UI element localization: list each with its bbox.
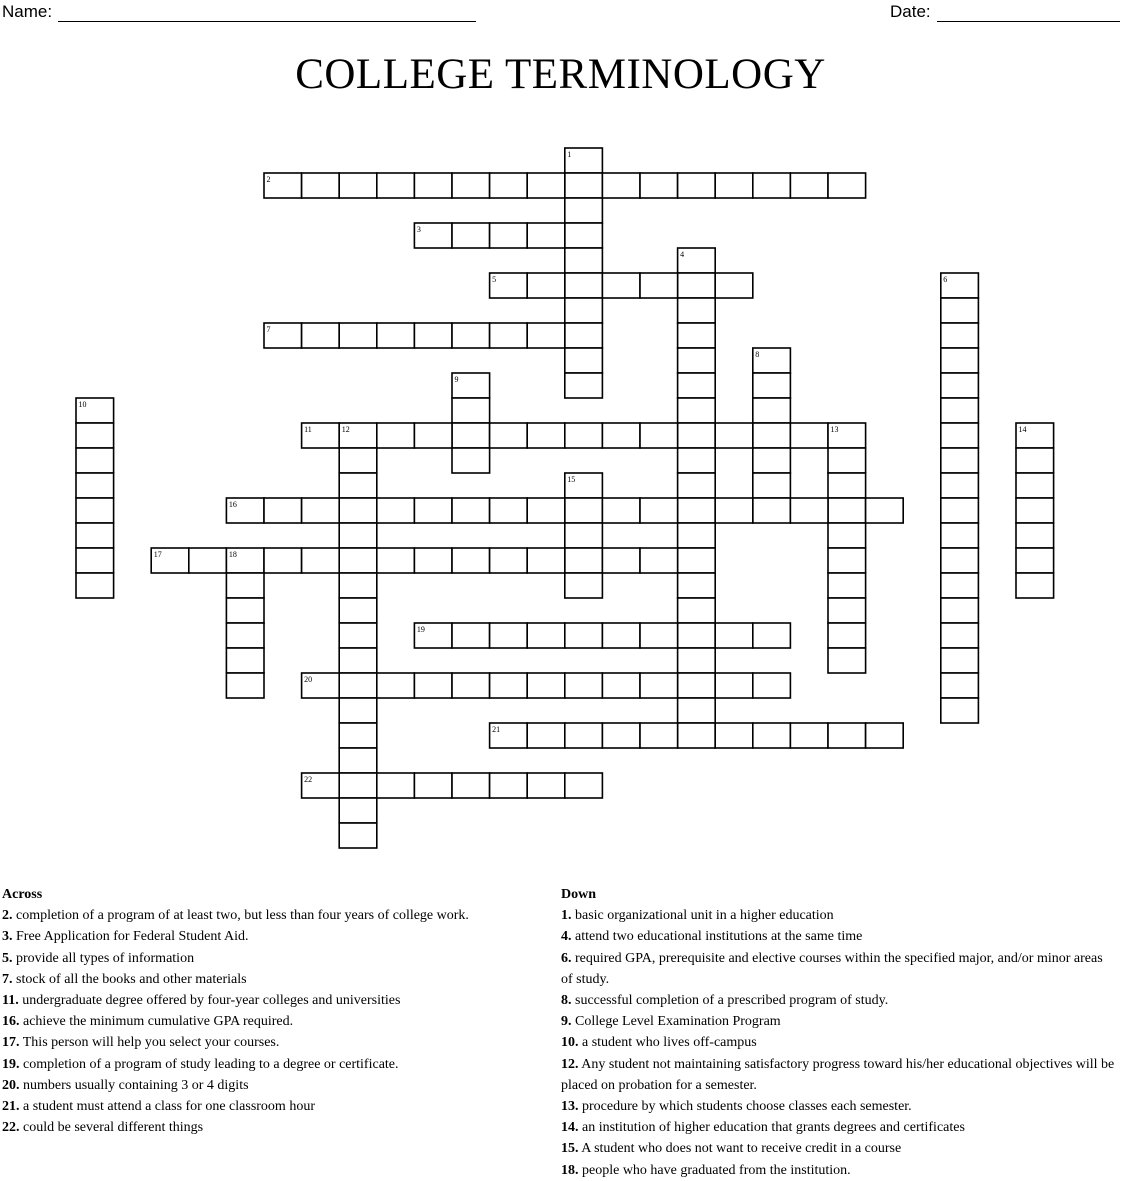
down-clue-text: procedure by which students choose classes each semester. [578, 1099, 912, 1115]
grid-cell[interactable] [226, 573, 264, 598]
cell-number: 15 [567, 475, 576, 484]
across-clue-number: 22. [2, 1120, 20, 1136]
across-clues [2, 884, 522, 1138]
across-heading: Across [2, 887, 43, 902]
grid-cell[interactable] [226, 648, 264, 673]
grid-cell[interactable] [565, 773, 603, 798]
cell-number: 21 [492, 725, 501, 734]
down-clue [561, 948, 1117, 990]
grid-cell[interactable] [339, 648, 377, 673]
grid-cell[interactable] [678, 273, 716, 298]
grid-cell[interactable] [565, 173, 603, 198]
grid-cell[interactable] [377, 773, 415, 798]
cell-number: 22 [304, 775, 313, 784]
grid-cell[interactable] [527, 273, 565, 298]
across-clue-text: This person will help you select your courses. [19, 1035, 280, 1051]
grid-cell[interactable] [828, 623, 866, 648]
cell-number: 8 [755, 350, 760, 359]
cell-number: 1 [567, 150, 572, 159]
across-clue-number: 19. [2, 1056, 20, 1072]
across-clue-number: 3. [2, 929, 13, 945]
grid-cell[interactable] [753, 623, 791, 648]
across-clue [2, 905, 522, 926]
grid-cell[interactable] [452, 323, 490, 348]
grid-cell[interactable] [189, 548, 227, 573]
cell-number: 19 [416, 625, 425, 634]
grid-cell[interactable] [753, 398, 791, 423]
grid-cell[interactable] [640, 498, 678, 523]
grid-cell[interactable] [941, 548, 979, 573]
grid-cell[interactable] [828, 548, 866, 573]
grid-cell[interactable] [527, 548, 565, 573]
grid-cell[interactable] [678, 723, 716, 748]
grid-cell[interactable] [527, 323, 565, 348]
grid-cell[interactable] [678, 473, 716, 498]
grid-cell[interactable] [339, 448, 377, 473]
grid-cell[interactable] [527, 173, 565, 198]
grid-cell[interactable] [527, 723, 565, 748]
grid-cell[interactable] [828, 598, 866, 623]
grid-cell[interactable] [715, 498, 753, 523]
page-title: COLLEGE TERMINOLOGY [295, 51, 826, 98]
grid-cell[interactable] [828, 523, 866, 548]
grid-cell[interactable] [715, 723, 753, 748]
grid-cell[interactable] [790, 723, 828, 748]
grid-cell[interactable] [678, 373, 716, 398]
grid-cell[interactable] [565, 198, 603, 223]
grid-cell[interactable] [602, 548, 640, 573]
grid-cell[interactable] [602, 623, 640, 648]
cell-number: 3 [416, 225, 421, 234]
grid-cell[interactable] [941, 373, 979, 398]
grid-cell[interactable] [565, 548, 603, 573]
grid-cell[interactable] [678, 698, 716, 723]
grid-cell[interactable] [602, 723, 640, 748]
grid-cell[interactable] [490, 498, 528, 523]
down-clue-number: 9. [561, 1014, 572, 1030]
grid-cell[interactable] [602, 273, 640, 298]
grid-cell[interactable] [339, 173, 377, 198]
grid-cell[interactable] [226, 623, 264, 648]
grid-cell[interactable] [339, 723, 377, 748]
grid-cell[interactable] [490, 673, 528, 698]
grid-cell[interactable] [490, 548, 528, 573]
grid-cell[interactable] [941, 598, 979, 623]
cell-number: 10 [78, 400, 87, 409]
grid-cell[interactable] [490, 623, 528, 648]
grid-cell[interactable] [414, 773, 452, 798]
grid-cell[interactable] [941, 673, 979, 698]
across-clue [2, 1117, 522, 1138]
grid-cell[interactable] [715, 423, 753, 448]
grid-cell[interactable] [226, 598, 264, 623]
grid-cell[interactable] [565, 323, 603, 348]
across-clue-text: could be several different things [19, 1120, 204, 1136]
grid-cell[interactable] [452, 423, 490, 448]
grid-cell[interactable] [565, 223, 603, 248]
grid-cell[interactable] [790, 498, 828, 523]
grid-cell[interactable] [414, 673, 452, 698]
across-clue [2, 1011, 522, 1032]
down-clue-text: people who have graduated from the institution. [578, 1162, 851, 1178]
grid-cell[interactable] [414, 423, 452, 448]
grid-cell[interactable] [790, 173, 828, 198]
grid-cell[interactable] [941, 648, 979, 673]
grid-cell[interactable] [678, 398, 716, 423]
down-clue [561, 1117, 1117, 1138]
grid-cell[interactable] [753, 173, 791, 198]
across-clue-list [2, 905, 522, 1138]
grid-cell[interactable] [753, 673, 791, 698]
grid-cell[interactable] [678, 298, 716, 323]
grid-cell[interactable] [339, 598, 377, 623]
across-clue-number: 16. [2, 1014, 20, 1030]
grid-cell[interactable] [339, 498, 377, 523]
grid-cell[interactable] [527, 223, 565, 248]
down-clue-list [561, 905, 1117, 1181]
cell-number: 16 [228, 500, 237, 509]
grid-cell[interactable] [452, 623, 490, 648]
down-clue-text: required GPA, prerequisite and elective courses within the specified major, and/or minor areas of study. [561, 950, 1103, 987]
grid-cell[interactable] [753, 423, 791, 448]
grid-cell[interactable] [602, 673, 640, 698]
grid-cell[interactable] [377, 423, 415, 448]
grid-cell[interactable] [302, 498, 340, 523]
grid-cell[interactable] [828, 573, 866, 598]
across-clue [2, 1075, 522, 1096]
cell-number: 12 [341, 425, 350, 434]
down-clue-number: 13. [561, 1099, 579, 1115]
across-clue-number: 21. [2, 1099, 20, 1115]
grid-cell[interactable] [452, 498, 490, 523]
grid-cell[interactable] [76, 473, 114, 498]
grid-cell[interactable] [339, 673, 377, 698]
grid-cell[interactable] [377, 548, 415, 573]
grid-cell[interactable] [339, 548, 377, 573]
grid-cell[interactable] [490, 773, 528, 798]
down-clue-text: attend two educational institutions at the same time [571, 929, 863, 945]
grid-cell[interactable] [452, 173, 490, 198]
grid-cell[interactable] [339, 798, 377, 823]
grid-cell[interactable] [414, 498, 452, 523]
grid-cell[interactable] [76, 423, 114, 448]
grid-cell[interactable] [1016, 573, 1054, 598]
grid-cell[interactable] [715, 673, 753, 698]
cell-number: 4 [680, 250, 685, 259]
grid-cell[interactable] [678, 548, 716, 573]
grid-cell[interactable] [377, 323, 415, 348]
grid-cell[interactable] [490, 173, 528, 198]
grid-cell[interactable] [678, 648, 716, 673]
grid-cell[interactable] [377, 173, 415, 198]
grid-cell[interactable] [640, 673, 678, 698]
cell-number: 6 [943, 275, 948, 284]
across-clue [2, 1096, 522, 1117]
grid-cell[interactable] [753, 498, 791, 523]
grid-cell[interactable] [339, 823, 377, 848]
grid-cell[interactable] [678, 448, 716, 473]
grid-cell[interactable] [565, 423, 603, 448]
grid-cell[interactable] [565, 623, 603, 648]
grid-cell[interactable] [339, 623, 377, 648]
grid-cell[interactable] [565, 573, 603, 598]
across-clue [2, 990, 522, 1011]
grid-cell[interactable] [753, 473, 791, 498]
across-clue-number: 11. [2, 993, 19, 1009]
grid-cell[interactable] [452, 548, 490, 573]
grid-cell[interactable] [640, 173, 678, 198]
across-clue [2, 969, 522, 990]
across-clue-text: completion of a program of at least two, but less than four years of college work. [12, 908, 469, 924]
grid-cell[interactable] [941, 298, 979, 323]
grid-cell[interactable] [678, 423, 716, 448]
grid-cell[interactable] [490, 323, 528, 348]
grid-cell[interactable] [339, 323, 377, 348]
grid-cell[interactable] [941, 323, 979, 348]
grid-cell[interactable] [565, 348, 603, 373]
grid-cell[interactable] [452, 223, 490, 248]
grid-cell[interactable] [640, 623, 678, 648]
grid-cell[interactable] [565, 248, 603, 273]
grid-cell[interactable] [640, 723, 678, 748]
grid-cell[interactable] [302, 323, 340, 348]
grid-cell[interactable] [678, 323, 716, 348]
grid-cell[interactable] [828, 723, 866, 748]
grid-cell[interactable] [866, 723, 904, 748]
grid-cell[interactable] [565, 373, 603, 398]
across-clue-text: completion of a program of study leading to a degree or certificate. [19, 1056, 399, 1072]
grid-cell[interactable] [490, 423, 528, 448]
grid-cell[interactable] [339, 748, 377, 773]
down-clue [561, 1160, 1117, 1181]
across-clue-number: 5. [2, 950, 13, 966]
down-clue-number: 8. [561, 993, 572, 1009]
grid-cell[interactable] [452, 398, 490, 423]
down-clue-number: 12. [561, 1056, 579, 1072]
grid-cell[interactable] [640, 423, 678, 448]
grid-cell[interactable] [828, 498, 866, 523]
grid-cell[interactable] [941, 348, 979, 373]
grid-cell[interactable] [640, 273, 678, 298]
across-clue-number: 20. [2, 1077, 20, 1093]
name-label: Name: [2, 2, 53, 21]
grid-cell[interactable] [941, 698, 979, 723]
grid-cell[interactable] [678, 598, 716, 623]
grid-cell[interactable] [678, 523, 716, 548]
grid-cell[interactable] [226, 673, 264, 698]
cell-number: 18 [228, 550, 237, 559]
grid-cell[interactable] [941, 573, 979, 598]
down-clue-text: a student who lives off-campus [578, 1035, 757, 1051]
grid-cell[interactable] [264, 498, 302, 523]
down-clue [561, 1096, 1117, 1117]
across-clue [2, 1032, 522, 1053]
grid-cell[interactable] [76, 573, 114, 598]
grid-cell[interactable] [339, 773, 377, 798]
grid-cell[interactable] [339, 473, 377, 498]
grid-cell[interactable] [678, 173, 716, 198]
across-clue-text: a student must attend a class for one classroom hour [19, 1099, 315, 1115]
grid-cell[interactable] [1016, 448, 1054, 473]
grid-cell[interactable] [339, 523, 377, 548]
grid-cell[interactable] [377, 673, 415, 698]
cell-number: 11 [304, 425, 312, 434]
across-clue-text: Free Application for Federal Student Aid. [12, 929, 249, 945]
grid-cell[interactable] [828, 473, 866, 498]
grid-cell[interactable] [1016, 473, 1054, 498]
down-clue [561, 990, 1117, 1011]
grid-cell[interactable] [76, 448, 114, 473]
down-clue [561, 1138, 1117, 1159]
down-clue-text: Any student not maintaining satisfactory progress toward his/her educational objectives will be placed on probation for a semester. [561, 1056, 1115, 1093]
grid-cell[interactable] [828, 448, 866, 473]
grid-cell[interactable] [828, 648, 866, 673]
grid-cell[interactable] [302, 173, 340, 198]
grid-cell[interactable] [264, 548, 302, 573]
grid-cell[interactable] [527, 498, 565, 523]
grid-cell[interactable] [527, 673, 565, 698]
cell-number: 2 [266, 175, 271, 184]
grid-cell[interactable] [941, 423, 979, 448]
down-clue-text: College Level Examination Program [571, 1014, 781, 1030]
down-clue-number: 10. [561, 1035, 579, 1051]
down-clue-number: 6. [561, 950, 572, 966]
across-clue-text: achieve the minimum cumulative GPA required. [19, 1014, 294, 1030]
cell-number: 13 [830, 425, 839, 434]
grid-cell[interactable] [76, 498, 114, 523]
grid-cell[interactable] [678, 673, 716, 698]
grid-cell[interactable] [790, 423, 828, 448]
grid-cell[interactable] [941, 473, 979, 498]
grid-cell[interactable] [565, 498, 603, 523]
down-clue [561, 1011, 1117, 1032]
down-clue [561, 1032, 1117, 1053]
grid-cell[interactable] [452, 773, 490, 798]
grid-cell[interactable] [1016, 498, 1054, 523]
down-clue-text: basic organizational unit in a higher education [571, 908, 834, 924]
cell-number: 5 [492, 275, 497, 284]
down-clue-number: 1. [561, 908, 572, 924]
grid-cell[interactable] [1016, 548, 1054, 573]
grid-cell[interactable] [490, 223, 528, 248]
grid-cell[interactable] [1016, 523, 1054, 548]
down-clue-number: 15. [561, 1141, 579, 1157]
grid-cell[interactable] [565, 298, 603, 323]
down-clue-number: 18. [561, 1162, 579, 1178]
grid-cell[interactable] [76, 523, 114, 548]
down-clue [561, 926, 1117, 947]
grid-cell[interactable] [602, 173, 640, 198]
down-clue [561, 1054, 1117, 1096]
grid-cell[interactable] [941, 398, 979, 423]
grid-cell[interactable] [302, 548, 340, 573]
grid-cell[interactable] [640, 548, 678, 573]
grid-cell[interactable] [941, 498, 979, 523]
grid-cell[interactable] [715, 623, 753, 648]
across-clue [2, 948, 522, 969]
grid-cell[interactable] [565, 723, 603, 748]
down-clue-number: 4. [561, 929, 572, 945]
grid-cell[interactable] [377, 498, 415, 523]
grid-cell[interactable] [715, 273, 753, 298]
grid-cell[interactable] [565, 673, 603, 698]
grid-cell[interactable] [866, 498, 904, 523]
across-clue-number: 2. [2, 908, 13, 924]
across-clue [2, 1054, 522, 1075]
down-clues [561, 884, 1117, 1181]
grid-cell[interactable] [339, 698, 377, 723]
grid-cell[interactable] [414, 548, 452, 573]
grid-cell[interactable] [565, 523, 603, 548]
across-clue-text: numbers usually containing 3 or 4 digits [19, 1077, 249, 1093]
grid-cell[interactable] [753, 373, 791, 398]
grid-cell[interactable] [527, 623, 565, 648]
down-clue-text: an institution of higher education that grants degrees and certificates [578, 1120, 965, 1136]
grid-cell[interactable] [828, 173, 866, 198]
across-clue-number: 17. [2, 1035, 20, 1051]
across-clue-text: provide all types of information [12, 950, 195, 966]
grid-cell[interactable] [602, 498, 640, 523]
cell-number: 17 [153, 550, 162, 559]
grid-cell[interactable] [527, 423, 565, 448]
across-clue-text: undergraduate degree offered by four-year colleges and universities [18, 993, 401, 1009]
down-heading: Down [561, 887, 597, 902]
down-clue-text: A student who does not want to receive credit in a course [578, 1141, 902, 1157]
grid-cell[interactable] [678, 498, 716, 523]
down-clue-text: successful completion of a prescribed program of study. [571, 993, 889, 1009]
grid-cell[interactable] [339, 573, 377, 598]
grid-cell[interactable] [678, 573, 716, 598]
across-clue-number: 7. [2, 971, 13, 987]
grid-cell[interactable] [565, 273, 603, 298]
grid-cell[interactable] [414, 173, 452, 198]
grid-cell[interactable] [941, 623, 979, 648]
grid-cell[interactable] [602, 423, 640, 448]
grid-cell[interactable] [753, 723, 791, 748]
across-clue [2, 926, 522, 947]
grid-cell[interactable] [527, 773, 565, 798]
grid-cell[interactable] [414, 323, 452, 348]
grid-cell[interactable] [715, 173, 753, 198]
grid-cell[interactable] [678, 623, 716, 648]
across-clue-text: stock of all the books and other materials [12, 971, 247, 987]
cell-number: 7 [266, 325, 271, 334]
grid-cell[interactable] [941, 523, 979, 548]
down-clue-number: 14. [561, 1120, 579, 1136]
cell-number: 20 [304, 675, 313, 684]
grid-cell[interactable] [452, 673, 490, 698]
grid-cell[interactable] [452, 448, 490, 473]
grid-cell[interactable] [678, 348, 716, 373]
cell-number: 14 [1018, 425, 1027, 434]
grid-cell[interactable] [941, 448, 979, 473]
grid-cell[interactable] [753, 448, 791, 473]
cell-number: 9 [454, 375, 459, 384]
grid-cell[interactable] [76, 548, 114, 573]
date-label: Date: [890, 2, 931, 21]
down-clue [561, 905, 1117, 926]
